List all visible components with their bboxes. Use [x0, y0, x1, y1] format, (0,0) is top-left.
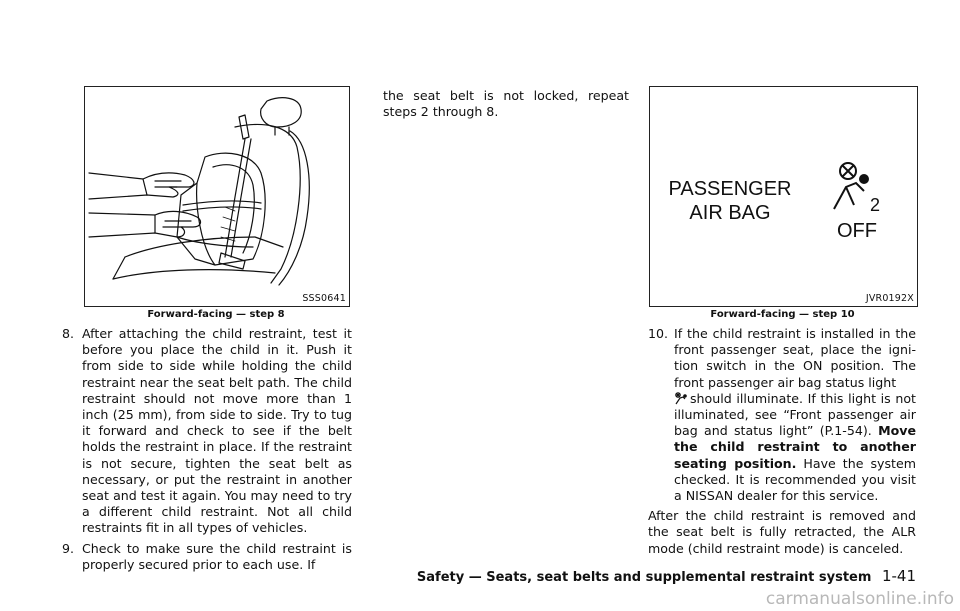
step-number: 8.: [62, 326, 75, 341]
step-9: [62, 541, 352, 573]
airbag-status-light-icon: [674, 392, 688, 405]
text-column-3: [648, 326, 916, 557]
airbag-crossed-icon: [834, 163, 868, 209]
step-text: Check to make sure the child restraint is properly secured prior to each use. If: [82, 540, 352, 572]
figure-airbag-status-panel: [649, 86, 918, 307]
child-seat-illustration: [85, 87, 349, 306]
figure-caption: Forward-facing — step 8: [147, 309, 285, 320]
panel-label-line2: AIR BAG: [689, 202, 771, 224]
page-footer: [417, 567, 916, 585]
step-emphasis: Move the child restraint to another seating position.: [674, 423, 916, 471]
step-text: Have the system checked. It is recommended you visit a NISSAN dealer for this service.: [674, 455, 916, 504]
status-off-label: OFF: [837, 220, 877, 242]
step-9-continued: the seat belt is not locked, repeat steps 2 through 8.: [383, 88, 629, 120]
step-number: 9.: [62, 540, 75, 556]
closing-paragraph: After the child restraint is removed and the seat belt is fully retracted, the ALR mode (child restraint mode) is canceled.: [648, 508, 916, 556]
section-title: Safety — Seats, seat belts and supplemental restraint system: [416, 570, 872, 585]
figure-code: SSS0641: [302, 293, 346, 304]
step-8: [62, 326, 352, 537]
text-column-1: [62, 326, 352, 577]
figure-code: JVR0192X: [865, 293, 914, 304]
watermark: carmanualsonline.info: [765, 589, 954, 609]
step-number: 10.: [648, 326, 669, 341]
page-number: 1-41: [881, 567, 916, 585]
step-text: After attaching the child restraint, test it before you place the child in it. Push it from side to side while holding the child restraint near the seat belt path. The child restraint should not move more than 1 inch (25 mm), from side to side. Try to tug it forward and check to see if the belt holds the restraint in place. If the restraint is not secure, tighten the seat belt as necessary, or put the restraint in another seat and test it again. You may need to try a different child restraint. Not all child restraints fit in all types of vehicles.: [82, 326, 352, 536]
text-column-2: [383, 88, 629, 120]
figure-caption: Forward-facing — step 10: [710, 309, 855, 320]
airbag-status-panel-illustration: [650, 87, 917, 306]
panel-label-line1: PASSENGER: [668, 178, 792, 200]
step-10: [648, 326, 916, 504]
icon-numeral: 2: [870, 195, 881, 215]
figure-child-seat-step8: [84, 86, 350, 307]
step-text: should illuminate. If this light is not illuminated, see “Front passenger air bag and status light” (P.1-54).: [674, 390, 916, 439]
step-text: If the child restraint is installed in the front passenger seat, place the igni-tion switch in the ON position. The front passenger air bag status light: [674, 326, 916, 390]
